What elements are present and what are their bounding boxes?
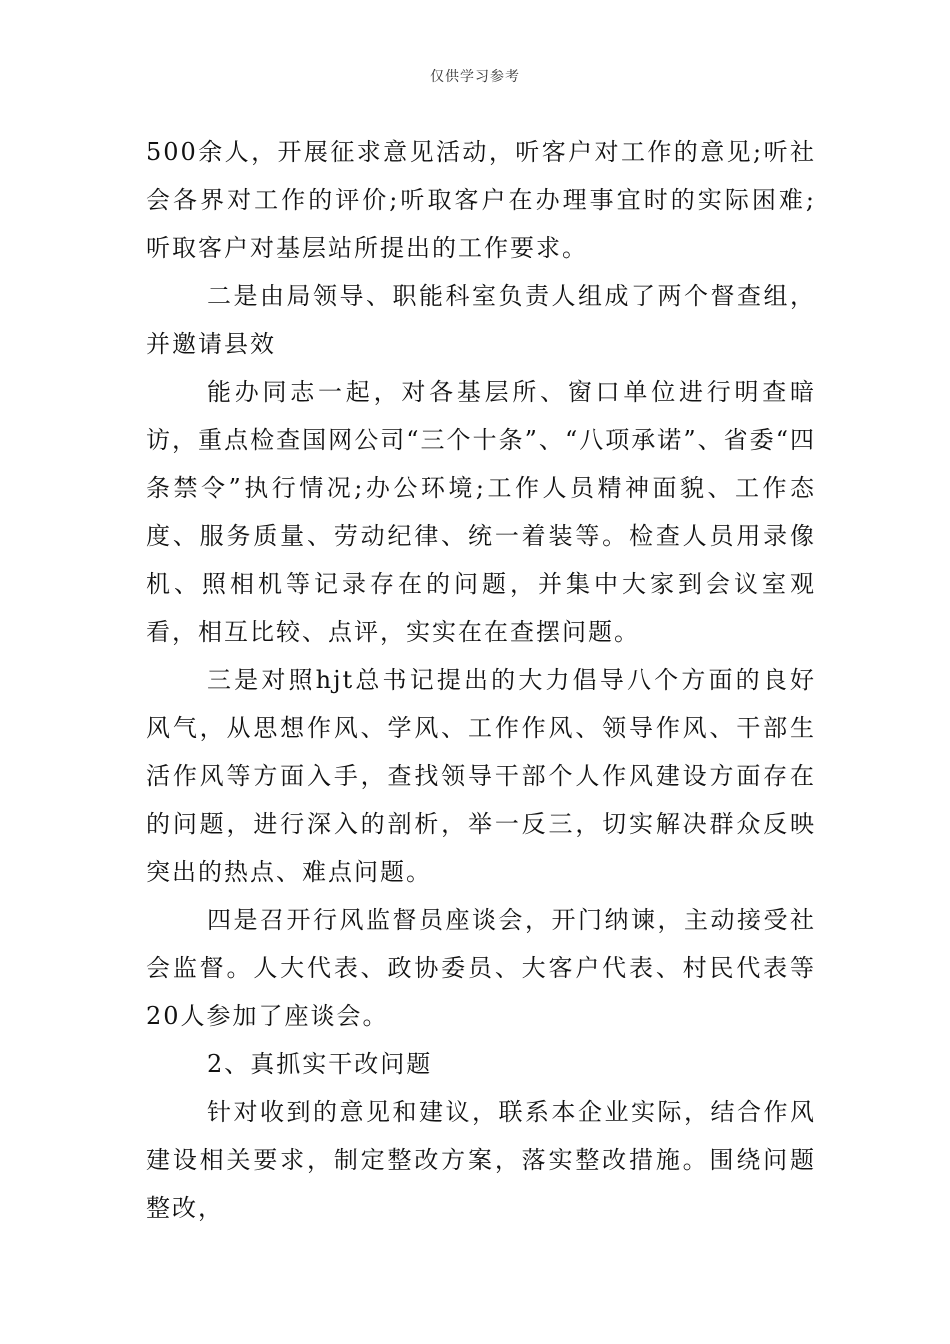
document-body	[146, 128, 816, 1232]
section-heading: 2、真抓实干改问题	[207, 1050, 433, 1078]
paragraph-1: 500余人，开展征求意见活动，听客户对工作的意见;听社会各界对工作的评价;听取客户在办理事宜时的实际困难;听取客户对基层站所提出的工作要求。	[146, 138, 816, 262]
paragraph-2: 二是由局领导、职能科室负责人组成了两个督查组，并邀请县效	[146, 282, 816, 358]
page-header: 仅供学习参考	[430, 69, 520, 85]
paragraph-3: 能办同志一起，对各基层所、窗口单位进行明查暗访，重点检查国网公司“三个十条”、“八项承诺”、省委“四条禁令”执行情况;办公环境;工作人员精神面貌、工作态度、服务质量、劳动纪律、统一着装等。检查人员用录像机、照相机等记录存在的问题，并集中大家到会议室观看，相互比较、点评，实实在在查摆问题。	[146, 378, 816, 646]
paragraph-4: 三是对照hjt总书记提出的大力倡导八个方面的良好风气，从思想作风、学风、工作作风、领导作风、干部生活作风等方面入手，查找领导干部个人作风建设方面存在的问题，进行深入的剖析，举一反三，切实解决群众反映突出的热点、难点问题。	[146, 666, 816, 886]
paragraph-6: 针对收到的意见和建议，联系本企业实际，结合作风建设相关要求，制定整改方案，落实整改措施。围绕问题整改，	[146, 1098, 816, 1222]
paragraph-5: 四是召开行风监督员座谈会，开门纳谏，主动接受社会监督。人大代表、政协委员、大客户代表、村民代表等20人参加了座谈会。	[146, 906, 816, 1030]
